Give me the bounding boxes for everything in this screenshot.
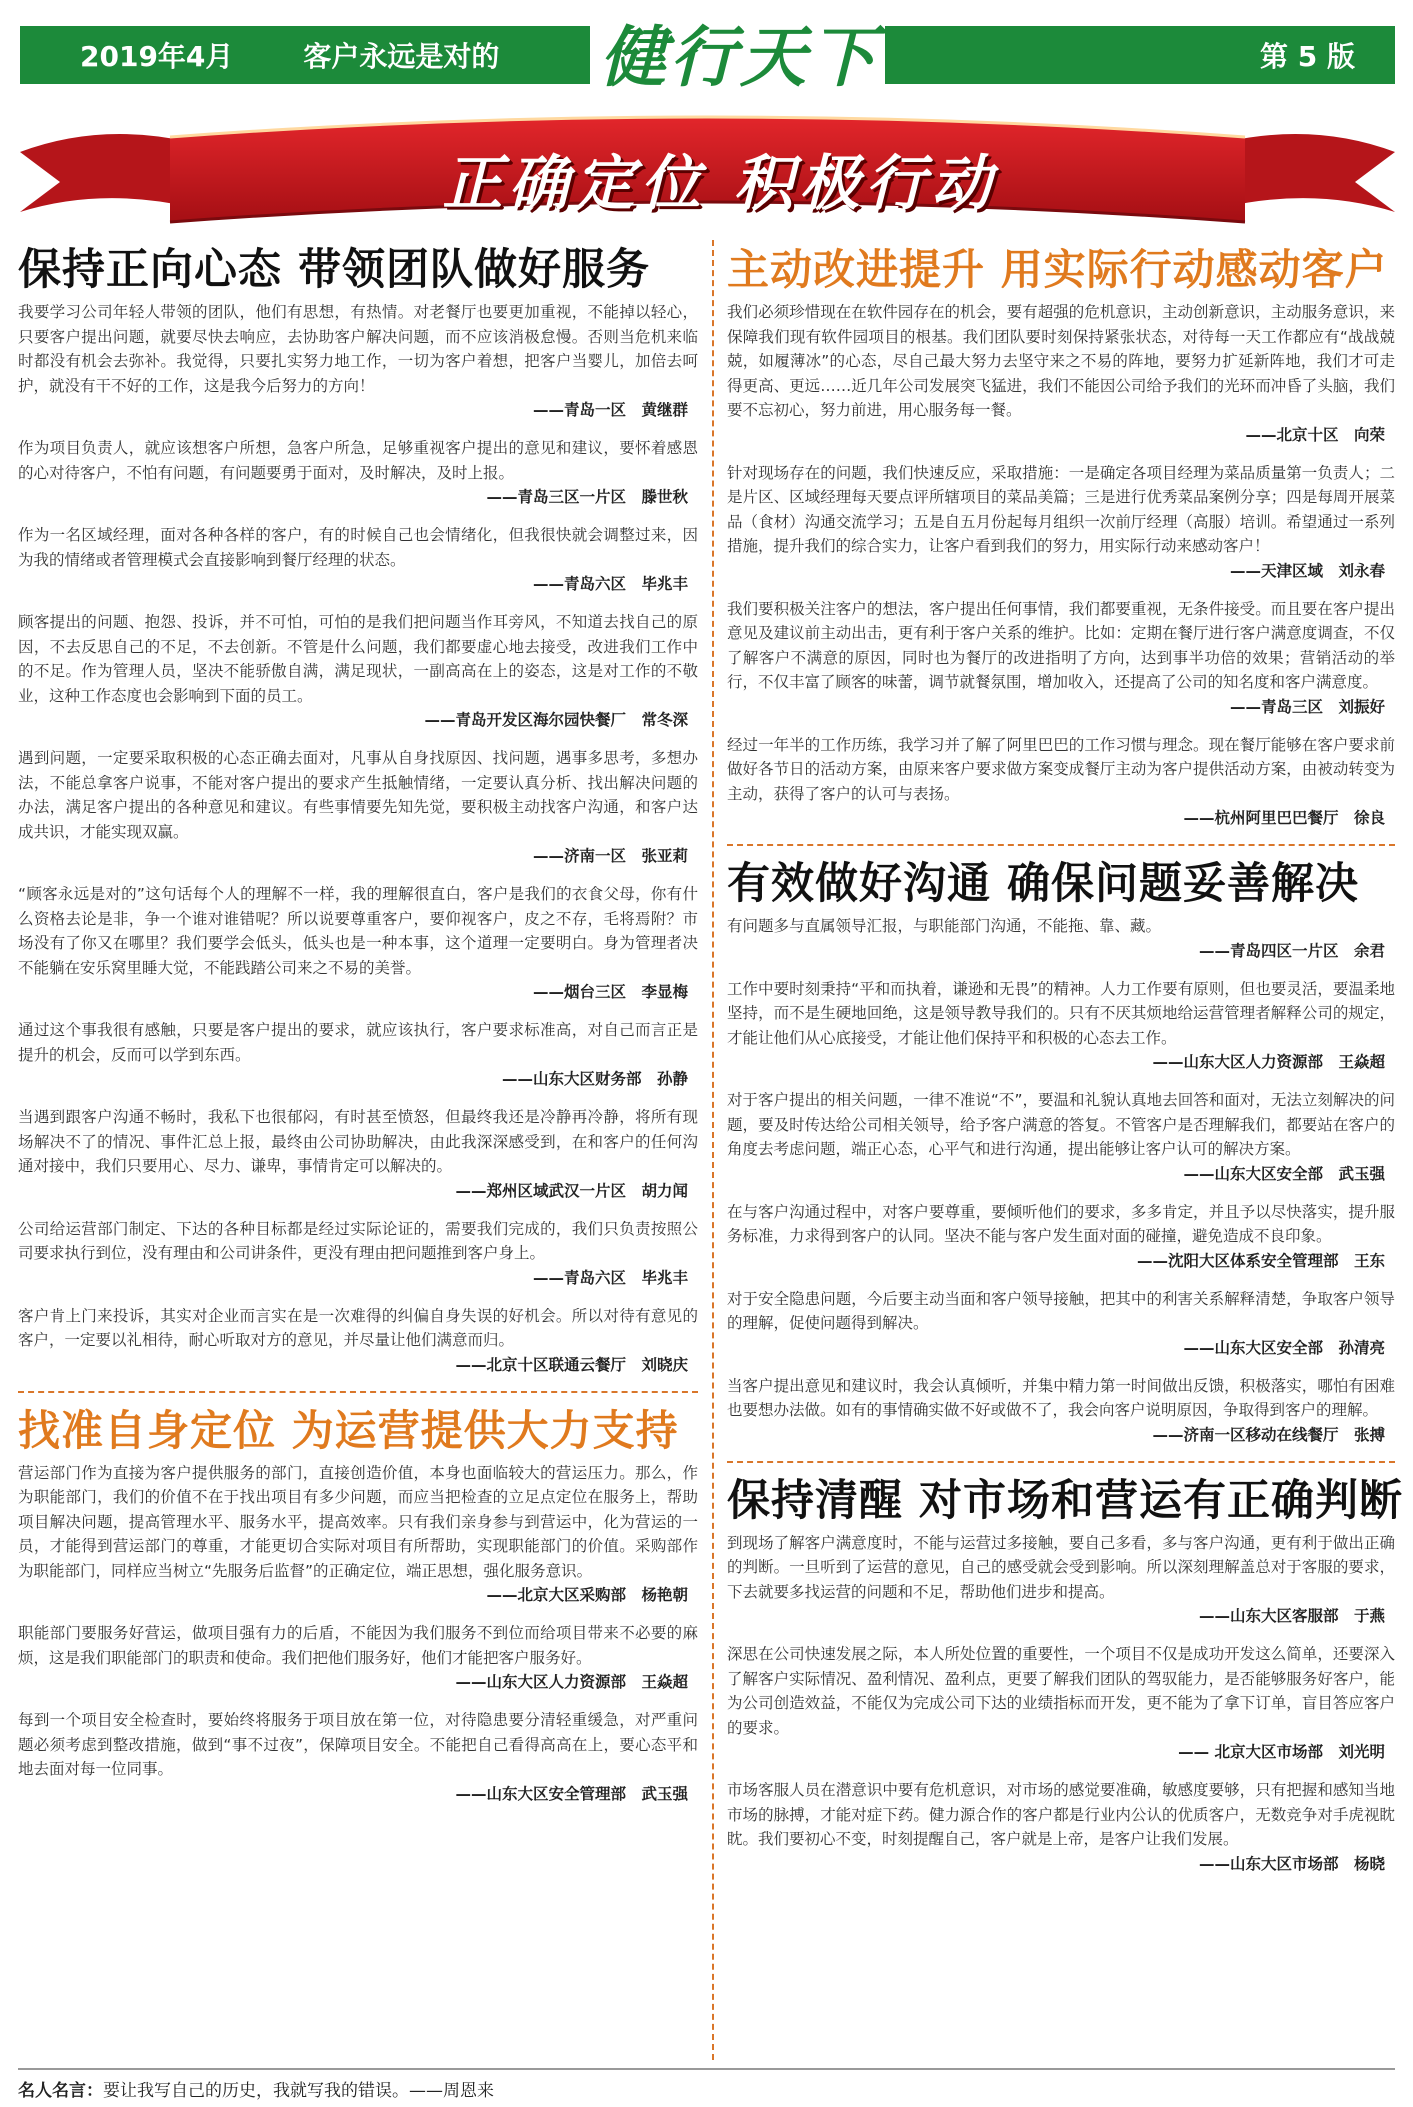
article-paragraph [727,1287,1395,1360]
author-signature: ——山东大区安全管理部 武玉强 [455,1784,688,1803]
article-paragraph [18,523,698,596]
famous-quote [18,2076,494,2101]
author-signature: ——烟台三区 李显梅 [532,983,688,1001]
header-left-bar [20,26,590,84]
edition-number: 第 5 版 [1260,40,1355,73]
author-signature: ——青岛六区 毕兆丰 [532,575,688,593]
author-signature: ——青岛三区 刘振好 [1229,697,1385,716]
section-divider [727,1461,1395,1463]
slogan: 客户永远是对的 [303,40,500,73]
article-paragraph [18,300,698,422]
article-paragraph [727,461,1395,583]
paragraph-text: 我要学习公司年轻人带领的团队，他们有思想，有热情。对老餐厅也要更加重视，不能掉以轻心，只要客户提出问题，就要尽快去响应，去协助客户解决问题，而不应该消极怠慢。否则当危机来临时都没有机会去弥补。我觉得，只要扎实努力地工作，一切为客户着想，把客户当婴儿，加倍去呵护，就没有干不好的工作，这是我今后努力的方向！ [18,303,698,395]
paragraph-text: 客户肯上门来投诉，其实对企业而言实在是一次难得的纠偏自身失误的好机会。所以对待有意见的客户，一定要以礼相待，耐心听取对方的意见，并尽量让他们满意而归。 [18,1306,698,1349]
footer-divider [18,2068,1395,2070]
author-signature: ——山东大区客服部 于燕 [1198,1607,1385,1625]
article-paragraph [18,1018,698,1091]
section-title: 有效做好沟通 确保问题妥善解决 [727,859,1359,909]
article-paragraph [727,977,1395,1075]
paragraph-text: “顾客永远是对的”这句话每个人的理解不一样，我的理解很直白，客户是我们的衣食父母，你有什么资格去论是非，争一个谁对谁错呢？所以说要尊重客户，要仰视客户，皮之不存，毛将焉附？市场没有了你又在哪里？我们要学会低头，低头也是一种本事，这个道理一定要明白。身为管理者决不能躺在安乐窝里睡大觉，不能践踏公司来之不易的美誉。 [18,885,698,977]
paragraph-text: 有问题多与直属领导汇报，与职能部门沟通，不能拖、靠、藏。 [727,917,1162,935]
paragraph-text: 当遇到跟客户沟通不畅时，我私下也很郁闷，有时甚至愤怒，但最终我还是冷静再冷静，将所有现场解决不了的情况、事件汇总上报，最终由公司协助解决，由此我深深感受到，在和客户的任何沟通对接中，我们只要用心、尽力、谦卑，事情肯定可以解决的。 [18,1108,698,1175]
author-signature: ——山东大区财务部 孙静 [501,1070,688,1088]
author-signature: —— 北京大区市场部 刘光明 [1178,1743,1385,1761]
paragraph-text: 在与客户沟通过程中，对客户要尊重，要倾听他们的要求，多多肯定，并且予以尽快落实，提升服务标准，力求得到客户的认同。坚决不能与客户发生面对面的碰撞，避免造成不良印象。 [727,1202,1395,1245]
paragraph-text: 我们要积极关注客户的想法，客户提出任何事情，我们都要重视，无条件接受。而且要在客户提出意见及建议前主动出击，更有利于客户关系的维护。比如：定期在餐厅进行客户满意度调查，不仅了解客户不满意的原因，同时也为餐厅的改进指明了方向，达到事半功倍的效果；营销活动的举行，不仅丰富了顾客的味蕾，调节就餐氛围，增加收入，还提高了公司的知名度和客户满意度。 [727,599,1395,691]
paragraph-text: 市场客服人员在潜意识中要有危机意识，对市场的感觉要准确，敏感度要够，只有把握和感知当地市场的脉搏，才能对症下药。健力源合作的客户都是行业内公认的优质客户，无数竞争对手虎视眈眈。我们要初心不变，时刻提醒自己，客户就是上帝，是客户让我们发展。 [727,1781,1395,1848]
author-signature: ——济南一区移动在线餐厅 张搏 [1152,1425,1385,1444]
author-signature: ——青岛四区一片区 余君 [1198,941,1385,960]
author-signature: ——青岛三区一片区 滕世秋 [486,488,688,506]
author-signature: ——青岛开发区海尔园快餐厂 常冬深 [424,711,688,729]
paragraph-text: 每到一个项目安全检查时，要始终将服务于项目放在第一位，对待隐患要分清轻重缓急，对严重问题必须考虑到整改措施，做到“事不过夜”，保障项目安全。不能把自己看得高高在上，要心态平和地去面对每一位同事。 [18,1711,698,1778]
article-paragraph [727,1642,1395,1764]
article-paragraph [727,300,1395,447]
paragraph-text: 深思在公司快速发展之际，本人所处位置的重要性，一个项目不仅是成功开发这么简单，还要深入了解客户实际情况、盈利情况、盈利点，更要了解我们团队的驾驭能力，是否能够服务好客户，能为公司创造效益，不能仅为完成公司下达的业绩指标而开发，更不能为了拿下订单，盲目答应客户的要求。 [727,1645,1395,1737]
paragraph-text: 顾客提出的问题、抱怨、投诉，并不可怕，可怕的是我们把问题当作耳旁风，不知道去找自己的原因，不去反思自己的不足，不去创新。不管是什么问题，我们都要虚心地去接受，改进我们工作中的不足。作为管理人员，坚决不能骄傲自满，满足现状，一副高高在上的姿态，这是对工作的不敬业，这种工作态度也会影响到下面的员工。 [18,613,698,705]
article-paragraph [727,733,1395,831]
paragraph-text: 通过这个事我很有感触，只要是客户提出的要求，就应该执行，客户要求标准高，对自己而言正是提升的机会，反而可以学到东西。 [18,1021,698,1064]
article-paragraph [727,1531,1395,1629]
author-signature: ——天津区域 刘永春 [1229,561,1385,580]
article-paragraph [727,597,1395,719]
paragraph-text: 我们必须珍惜现在在软件园存在的机会，要有超强的危机意识，主动创新意识，主动服务意识，来保障我们现有软件园项目的根基。我们团队要时刻保持紧张状态，对待每一天工作都应有“战战兢兢，如履薄冰”的心态，尽自己最大努力去坚守来之不易的阵地，要努力扩延新阵地，我们才可走得更高、更远……近几年公司发展突飞猛进，我们不能因公司给予我们的光环而冲昏了头脑，我们要不忘初心，努力前进，用心服务每一餐。 [727,303,1395,419]
author-signature: ——济南一区 张亚莉 [532,847,688,865]
issue-date: 2019年4月 [80,40,234,73]
article-paragraph [18,882,698,1004]
section-title: 保持清醒 对市场和营运有正确判断 [727,1475,1403,1526]
article-paragraph [18,436,698,509]
paragraph-text: 工作中要时刻秉持“平和而执着，谦逊和无畏”的精神。人力工作要有原则，但也要灵活，要温柔地坚持，而不是生硬地回绝，这是领导教导我们的。只有不厌其烦地给运营管理者解释公司的规定，才能让他们从心底接受，才能让他们保持平和积极的心态去工作。 [727,979,1395,1047]
paragraph-text: 作为项目负责人，就应该想客户所想，急客户所急，足够重视客户提出的意见和建议，要怀着感恩的心对待客户，不怕有问题，有问题要勇于面对，及时解决，及时上报。 [18,439,698,482]
article-paragraph [18,1304,698,1377]
masthead: 健行天下 [600,18,880,96]
column-divider [712,240,714,2060]
article-paragraph [727,1778,1395,1876]
author-signature: ——北京十区联通云餐厅 刘晓庆 [455,1355,688,1374]
paragraph-text: 对于安全隐患问题，今后要主动当面和客户领导接触，把其中的利害关系解释清楚，争取客户领导的理解，促使问题得到解决。 [727,1289,1395,1332]
article-paragraph [18,1621,698,1694]
quote-text: 要让我写自己的历史，我就写我的错误。——周恩来 [103,2081,494,2101]
article-paragraph [18,610,698,732]
paragraph-text: 营运部门作为直接为客户提供服务的部门，直接创造价值，本身也面临较大的营运压力。那么，作为职能部门，我们的价值不在于找出项目有多少问题，而应当把检查的立足点定位在服务上，帮助项目解决问题，提高管理水平、服务水平，提高效率。只有我们亲身参与到营运中，化为营运的一员，才能得到营运部门的尊重，才能更切合实际对项目有所帮助，实现职能部门的价值。采购部作为职能部门，同样应当树立“先服务后监督”的正确定位，端正思想，强化服务意识。 [18,1463,698,1580]
author-signature: ——山东大区安全部 孙清亮 [1183,1338,1385,1357]
article-paragraph [727,1200,1395,1273]
article-paragraph [18,746,698,868]
header-right-bar [885,26,1395,84]
author-signature: ——青岛六区 毕兆丰 [532,1268,688,1287]
author-signature: ——山东大区市场部 杨晓 [1198,1854,1385,1873]
paragraph-text: 对于客户提出的相关问题，一律不准说“不”，要温和礼貌认真地去回答和面对，无法立刻解决的问题，要及时传达给公司相关领导，给予客户满意的答复。不管客户是否理解我们，都要站在客户的角度去考虑问题，端正心态，心平气和进行沟通，提出能够让客户认可的解决方案。 [727,1091,1395,1158]
author-signature: ——青岛一区 黄继群 [532,401,688,419]
article-paragraph [727,1374,1395,1447]
section-divider [18,1391,698,1393]
author-signature: ——北京大区采购部 杨艳朝 [486,1586,688,1604]
paragraph-text: 遇到问题，一定要采取积极的心态正确去面对，凡事从自身找原因、找问题，遇事多思考，多想办法，不能总拿客户说事，不能对客户提出的要求产生抵触情绪，一定要认真分析、找出解决问题的办法，满足客户提出的各种意见和建议。有些事情要先知先觉，要积极主动找客户沟通，和客户达成共识，才能实现双赢。 [18,749,698,841]
paragraph-text: 当客户提出意见和建议时，我会认真倾听，并集中精力第一时间做出反馈，积极落实，哪怕有困难也要想办法做。如有的事情确实做不好或做不了，我会向客户说明原因，争取得到客户的理解。 [727,1376,1395,1419]
left-column [18,240,698,1820]
section-title: 主动改进提升 用实际行动感动客户 [727,245,1388,294]
article-paragraph [727,914,1395,963]
quote-label: 名人名言： [18,2081,103,2101]
banner-headline: 正确定位 积极行动 [442,149,998,219]
author-signature: ——山东大区人力资源部 王焱超 [1152,1053,1385,1071]
author-signature: ——北京十区 向荣 [1245,425,1385,444]
article-paragraph [727,1088,1395,1186]
paragraph-text: 到现场了解客户满意度时，不能与运营过多接触，要自己多看，多与客户沟通，更有利于做出正确的判断。一旦听到了运营的意见，自己的感受就会受到影响。所以深刻理解盖总对于客服的要求，下去就要多找运营的问题和不足，帮助他们进步和提高。 [727,1533,1395,1601]
paragraph-text: 公司给运营部门制定、下达的各种目标都是经过实际论证的，需要我们完成的，我们只负责按照公司要求执行到位，没有理由和公司讲条件，更没有理由把问题推到客户身上。 [18,1219,698,1262]
author-signature: ——山东大区安全部 武玉强 [1183,1164,1385,1183]
author-signature: ——沈阳大区体系安全管理部 王东 [1136,1251,1385,1270]
paragraph-text: 经过一年半的工作历练，我学习并了解了阿里巴巴的工作习惯与理念。现在餐厅能够在客户要求前做好各节日的活动方案，由原来客户要求做方案变成餐厅主动为客户提供活动方案，由被动转变为主动，获得了客户的认可与表扬。 [727,735,1395,803]
section-title: 找准自身定位 为运营提供大力支持 [18,1405,679,1455]
right-column [727,240,1403,1890]
section-title: 保持正向心态 带领团队做好服务 [18,245,650,295]
article-paragraph [18,1105,698,1203]
paragraph-text: 作为一名区域经理，面对各种各样的客户，有的时候自己也会情绪化，但我很快就会调整过来，因为我的情绪或者管理模式会直接影响到餐厅经理的状态。 [18,526,698,569]
paragraph-text: 职能部门要服务好营运，做项目强有力的后盾，不能因为我们服务不到位而给项目带来不必要的麻烦，这是我们职能部门的职责和使命。我们把他们服务好，他们才能把客户服务好。 [18,1624,698,1667]
article-paragraph [18,1461,698,1608]
author-signature: ——山东大区人力资源部 王焱超 [455,1673,688,1691]
paragraph-text: 针对现场存在的问题，我们快速反应，采取措施：一是确定各项目经理为菜品质量第一负责人；二是片区、区域经理每天要点评所辖项目的菜品美篇；三是进行优秀菜品案例分享；四是每周开展菜品（食材）沟通交流学习；五是自五月份起每月组织一次前厅经理（高服）培训。希望通过一系列措施，提升我们的综合实力，让客户看到我们的努力，用实际行动来感动客户！ [727,463,1395,555]
section-divider [727,844,1395,846]
article-paragraph [18,1217,698,1290]
author-signature: ——郑州区域武汉一片区 胡力闻 [455,1181,688,1200]
article-paragraph [18,1708,698,1806]
author-signature: ——杭州阿里巴巴餐厅 徐良 [1183,809,1385,827]
